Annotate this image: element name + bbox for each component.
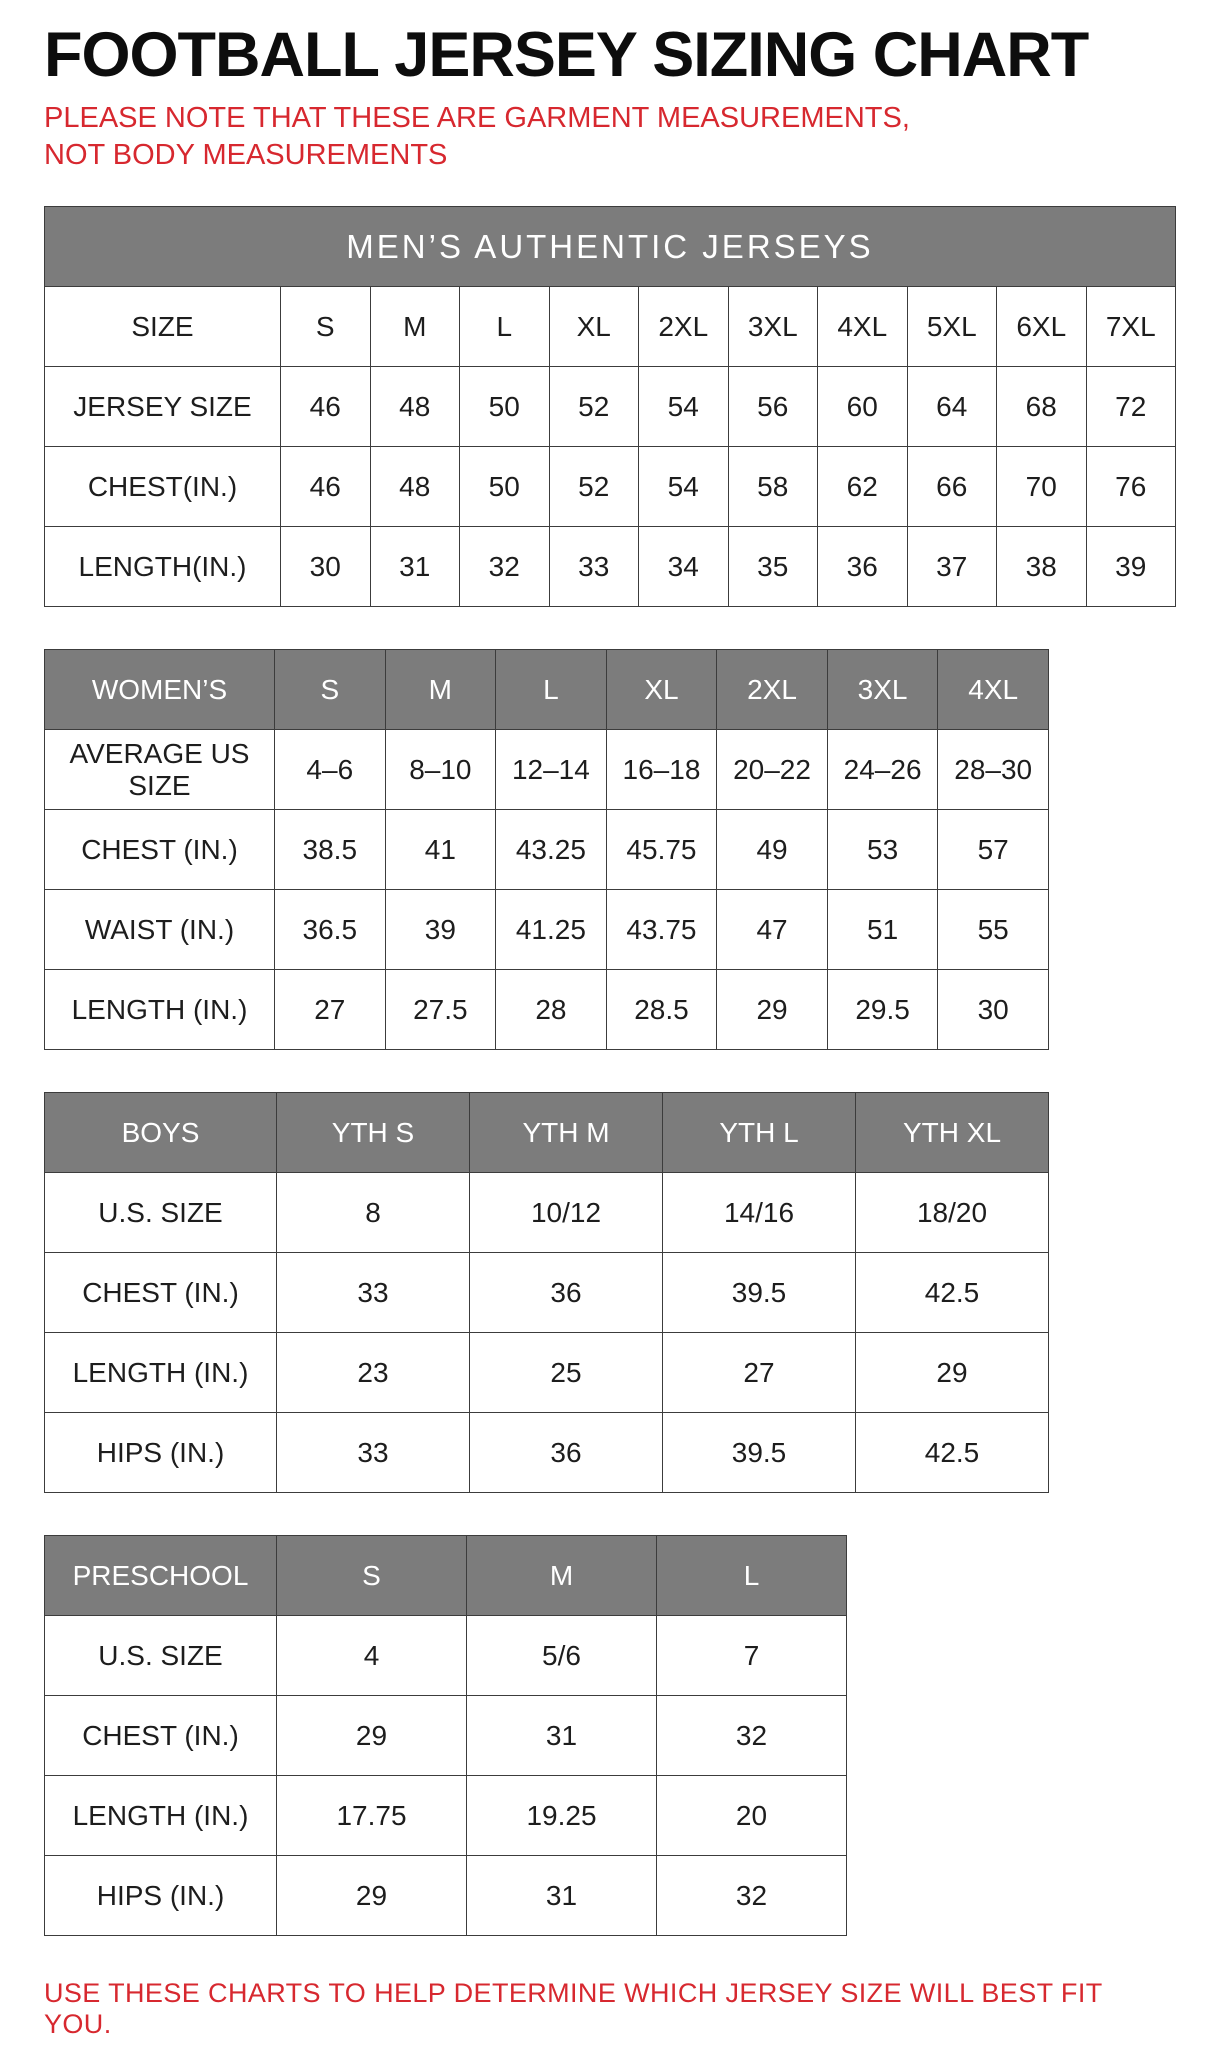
table-cell: 23 bbox=[277, 1333, 470, 1413]
table-cell: 33 bbox=[277, 1253, 470, 1333]
table-cell: 35 bbox=[728, 527, 818, 607]
table-cell: 37 bbox=[907, 527, 997, 607]
table-cell: S bbox=[281, 287, 371, 367]
table-cell: 57 bbox=[938, 810, 1049, 890]
row-label: WAIST (IN.) bbox=[45, 890, 275, 970]
table-cell: 58 bbox=[728, 447, 818, 527]
size-header-cell: S bbox=[275, 650, 386, 730]
table-cell: 49 bbox=[717, 810, 828, 890]
table-row bbox=[45, 527, 1176, 607]
table-title-cell: BOYS bbox=[45, 1093, 277, 1173]
row-label: CHEST (IN.) bbox=[45, 1253, 277, 1333]
table-cell: 29 bbox=[277, 1856, 467, 1936]
row-label: SIZE bbox=[45, 287, 281, 367]
table-cell: 38 bbox=[997, 527, 1087, 607]
table-cell: 54 bbox=[639, 367, 729, 447]
table-cell: 27 bbox=[663, 1333, 856, 1413]
table-header-row bbox=[45, 1536, 847, 1616]
table-cell: 52 bbox=[549, 447, 639, 527]
table-cell: 34 bbox=[639, 527, 729, 607]
table-cell: 50 bbox=[460, 447, 550, 527]
table-banner: MEN’S AUTHENTIC JERSEYS bbox=[45, 207, 1176, 287]
table-cell: 16–18 bbox=[606, 730, 717, 810]
table-row bbox=[45, 970, 1049, 1050]
table-row bbox=[45, 1333, 1049, 1413]
table-cell: 31 bbox=[370, 527, 460, 607]
table-cell: 33 bbox=[549, 527, 639, 607]
size-header-cell: 2XL bbox=[717, 650, 828, 730]
table-cell: 8–10 bbox=[385, 730, 496, 810]
table-cell: 42.5 bbox=[856, 1253, 1049, 1333]
row-label: HIPS (IN.) bbox=[45, 1413, 277, 1493]
table-cell: 29 bbox=[856, 1333, 1049, 1413]
preschool-sizing-table bbox=[44, 1535, 847, 1936]
row-label: AVERAGE US SIZE bbox=[45, 730, 275, 810]
row-label: U.S. SIZE bbox=[45, 1616, 277, 1696]
table-cell: 7 bbox=[657, 1616, 847, 1696]
table-row bbox=[45, 1856, 847, 1936]
row-label: U.S. SIZE bbox=[45, 1173, 277, 1253]
table-cell: 25 bbox=[470, 1333, 663, 1413]
table-cell: 28–30 bbox=[938, 730, 1049, 810]
womens-sizing-table bbox=[44, 649, 1049, 1050]
row-label: CHEST (IN.) bbox=[45, 810, 275, 890]
table-cell: 60 bbox=[818, 367, 908, 447]
table-cell: 72 bbox=[1086, 367, 1176, 447]
table-cell: 31 bbox=[467, 1856, 657, 1936]
table-cell: 5/6 bbox=[467, 1616, 657, 1696]
table-cell: 17.75 bbox=[277, 1776, 467, 1856]
table-cell: 39 bbox=[1086, 527, 1176, 607]
table-cell: 24–26 bbox=[827, 730, 938, 810]
table-cell: 18/20 bbox=[856, 1173, 1049, 1253]
row-label: LENGTH(IN.) bbox=[45, 527, 281, 607]
table-cell: 76 bbox=[1086, 447, 1176, 527]
table-cell: M bbox=[370, 287, 460, 367]
row-label: JERSEY SIZE bbox=[45, 367, 281, 447]
footer-note: USE THESE CHARTS TO HELP DETERMINE WHICH JERSEY SIZE WILL BEST FIT YOU. bbox=[44, 1978, 1103, 2040]
table-cell: 30 bbox=[938, 970, 1049, 1050]
table-cell: 43.25 bbox=[496, 810, 607, 890]
table-banner-row bbox=[45, 207, 1176, 287]
table-row bbox=[45, 1776, 847, 1856]
table-cell: 52 bbox=[549, 367, 639, 447]
table-cell: L bbox=[460, 287, 550, 367]
table-cell: 27.5 bbox=[385, 970, 496, 1050]
table-cell: 29 bbox=[277, 1696, 467, 1776]
size-header-cell: S bbox=[277, 1536, 467, 1616]
size-header-cell: XL bbox=[606, 650, 717, 730]
table-cell: 4XL bbox=[818, 287, 908, 367]
table-cell: 56 bbox=[728, 367, 818, 447]
size-header-cell: YTH L bbox=[663, 1093, 856, 1173]
table-cell: 47 bbox=[717, 890, 828, 970]
table-cell: 38.5 bbox=[275, 810, 386, 890]
table-cell: 39.5 bbox=[663, 1253, 856, 1333]
table-row bbox=[45, 287, 1176, 367]
mens-sizing-table bbox=[44, 206, 1176, 607]
table-title-cell: PRESCHOOL bbox=[45, 1536, 277, 1616]
table-cell: 27 bbox=[275, 970, 386, 1050]
table-cell: 50 bbox=[460, 367, 550, 447]
table-cell: 10/12 bbox=[470, 1173, 663, 1253]
table-cell: 30 bbox=[281, 527, 371, 607]
table-row bbox=[45, 1696, 847, 1776]
table-cell: 6XL bbox=[997, 287, 1087, 367]
row-label: CHEST (IN.) bbox=[45, 1696, 277, 1776]
table-cell: 39.5 bbox=[663, 1413, 856, 1493]
table-cell: 5XL bbox=[907, 287, 997, 367]
table-cell: 36.5 bbox=[275, 890, 386, 970]
table-cell: 48 bbox=[370, 447, 460, 527]
table-cell: 14/16 bbox=[663, 1173, 856, 1253]
table-cell: 12–14 bbox=[496, 730, 607, 810]
table-cell: 32 bbox=[657, 1696, 847, 1776]
table-cell: 55 bbox=[938, 890, 1049, 970]
table-cell: 2XL bbox=[639, 287, 729, 367]
table-cell: 46 bbox=[281, 367, 371, 447]
table-cell: 48 bbox=[370, 367, 460, 447]
table-cell: 19.25 bbox=[467, 1776, 657, 1856]
table-row bbox=[45, 1413, 1049, 1493]
table-row bbox=[45, 447, 1176, 527]
row-label: LENGTH (IN.) bbox=[45, 970, 275, 1050]
table-cell: 43.75 bbox=[606, 890, 717, 970]
size-header-cell: 3XL bbox=[827, 650, 938, 730]
table-row bbox=[45, 1253, 1049, 1333]
size-header-cell: YTH S bbox=[277, 1093, 470, 1173]
table-cell: 4 bbox=[277, 1616, 467, 1696]
table-cell: 20–22 bbox=[717, 730, 828, 810]
garment-measurement-note: PLEASE NOTE THAT THESE ARE GARMENT MEASUREMENTS, NOT BODY MEASUREMENTS bbox=[44, 102, 910, 172]
size-header-cell: YTH M bbox=[470, 1093, 663, 1173]
table-cell: 31 bbox=[467, 1696, 657, 1776]
table-cell: 64 bbox=[907, 367, 997, 447]
boys-sizing-table bbox=[44, 1092, 1049, 1493]
table-cell: 4–6 bbox=[275, 730, 386, 810]
table-cell: 70 bbox=[997, 447, 1087, 527]
table-cell: 8 bbox=[277, 1173, 470, 1253]
size-header-cell: L bbox=[496, 650, 607, 730]
table-row bbox=[45, 1173, 1049, 1253]
table-cell: 51 bbox=[827, 890, 938, 970]
table-cell: 45.75 bbox=[606, 810, 717, 890]
table-header-row bbox=[45, 1093, 1049, 1173]
row-label: LENGTH (IN.) bbox=[45, 1776, 277, 1856]
table-row bbox=[45, 730, 1049, 810]
table-cell: 36 bbox=[818, 527, 908, 607]
table-cell: 53 bbox=[827, 810, 938, 890]
table-cell: 36 bbox=[470, 1413, 663, 1493]
row-label: HIPS (IN.) bbox=[45, 1856, 277, 1936]
table-cell: 39 bbox=[385, 890, 496, 970]
size-header-cell: YTH XL bbox=[856, 1093, 1049, 1173]
size-header-cell: 4XL bbox=[938, 650, 1049, 730]
table-cell: 54 bbox=[639, 447, 729, 527]
row-label: LENGTH (IN.) bbox=[45, 1333, 277, 1413]
table-cell: 20 bbox=[657, 1776, 847, 1856]
size-header-cell: M bbox=[385, 650, 496, 730]
table-row bbox=[45, 367, 1176, 447]
table-cell: 41.25 bbox=[496, 890, 607, 970]
table-cell: 36 bbox=[470, 1253, 663, 1333]
table-cell: 46 bbox=[281, 447, 371, 527]
page-title: FOOTBALL JERSEY SIZING CHART bbox=[44, 20, 1089, 90]
size-header-cell: M bbox=[467, 1536, 657, 1616]
table-cell: 68 bbox=[997, 367, 1087, 447]
size-header-cell: L bbox=[657, 1536, 847, 1616]
table-cell: 41 bbox=[385, 810, 496, 890]
table-cell: 3XL bbox=[728, 287, 818, 367]
table-cell: 29.5 bbox=[827, 970, 938, 1050]
table-cell: 28 bbox=[496, 970, 607, 1050]
table-header-row bbox=[45, 650, 1049, 730]
table-cell: 66 bbox=[907, 447, 997, 527]
table-cell: 42.5 bbox=[856, 1413, 1049, 1493]
table-cell: 33 bbox=[277, 1413, 470, 1493]
table-cell: 62 bbox=[818, 447, 908, 527]
table-row bbox=[45, 810, 1049, 890]
table-cell: 28.5 bbox=[606, 970, 717, 1050]
row-label: CHEST(IN.) bbox=[45, 447, 281, 527]
table-cell: 32 bbox=[657, 1856, 847, 1936]
table-title-cell: WOMEN’S bbox=[45, 650, 275, 730]
table-cell: 29 bbox=[717, 970, 828, 1050]
table-cell: XL bbox=[549, 287, 639, 367]
table-cell: 7XL bbox=[1086, 287, 1176, 367]
table-row bbox=[45, 890, 1049, 970]
table-cell: 32 bbox=[460, 527, 550, 607]
table-row bbox=[45, 1616, 847, 1696]
